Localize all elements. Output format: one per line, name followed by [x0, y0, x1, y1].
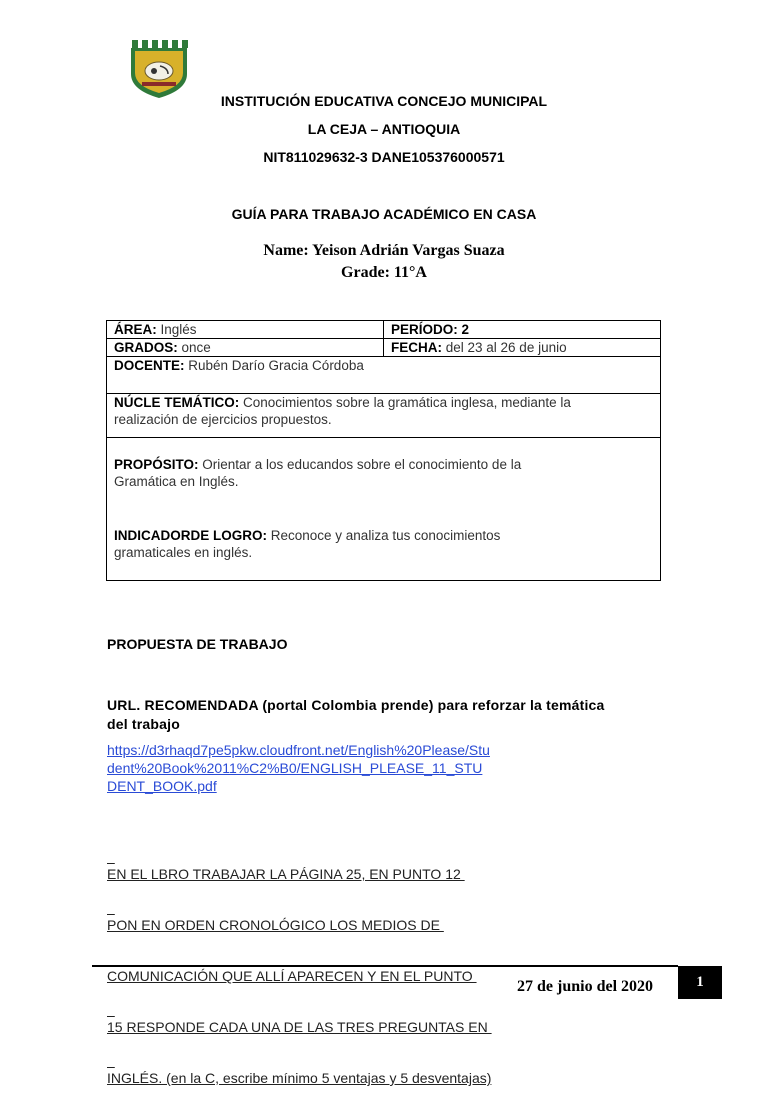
task-instructions: EN EL LBRO TRABAJAR LA PÁGINA 25, EN PUNTO 12 PON EN ORDEN CRONOLÓGICO LOS MEDIOS DE COMUNICACIÓN QUE ALLÍ APARECEN Y EN EL PUNTO 15 RESPONDE CADA UNA DE LAS TRES PREGUNTAS EN INGLÉS. (en la C, escribe mínimo 5 ventajas y 5 desventajas) — [107, 866, 492, 1086]
guide-title: GUÍA PARA TRABAJO ACADÉMICO EN CASA — [231, 206, 537, 222]
student-grade: Grade: 11°A — [341, 264, 427, 281]
proposito-cell: PROPÓSITO: Orientar a los educandos sobre el conocimiento de la Gramática en Inglés. — [114, 457, 522, 489]
institution-ids: NIT811029632-3 DANE105376000571 — [263, 149, 505, 165]
footer-date: 27 de junio del 2020 — [517, 978, 654, 995]
institution-location: LA CEJA – ANTIOQUIA — [307, 121, 461, 137]
indicador-cell: INDICADORDE LOGRO: Reconoce y analiza tus conocimientos gramaticales en inglés. — [114, 528, 501, 560]
book-link[interactable]: https://d3rhaqd7pe5pkw.cloudfront.net/English%20Please/Stu dent%20Book%2011%C2%B0/ENGLISH_PLEASE_11_STU DENT_BOOK.pdf — [107, 742, 490, 794]
nucleo-cell: NÚCLE TEMÁTICO: Conocimientos sobre la gramática inglesa, mediante la realización de ejercicios propuestos. — [114, 395, 571, 427]
periodo-cell: PERÍODO: 2 — [391, 322, 470, 337]
school-crest-icon — [128, 38, 190, 100]
url-heading: URL. RECOMENDADA (portal Colombia prende) para reforzar la temática del trabajo — [107, 697, 605, 732]
propuesta-heading: PROPUESTA DE TRABAJO — [107, 636, 288, 652]
footer-divider — [92, 965, 678, 967]
student-name: Name: Yeison Adrián Vargas Suaza — [263, 242, 505, 259]
info-table — [106, 320, 661, 581]
institution-name: INSTITUCIÓN EDUCATIVA CONCEJO MUNICIPAL — [220, 93, 548, 109]
docente-cell: DOCENTE: Rubén Darío Gracia Córdoba — [114, 358, 364, 373]
page-number: 1 — [678, 966, 722, 999]
area-cell: ÁREA: Inglés — [114, 322, 197, 337]
fecha-cell: FECHA: del 23 al 26 de junio — [391, 340, 567, 355]
grados-cell: GRADOS: once — [114, 340, 211, 355]
